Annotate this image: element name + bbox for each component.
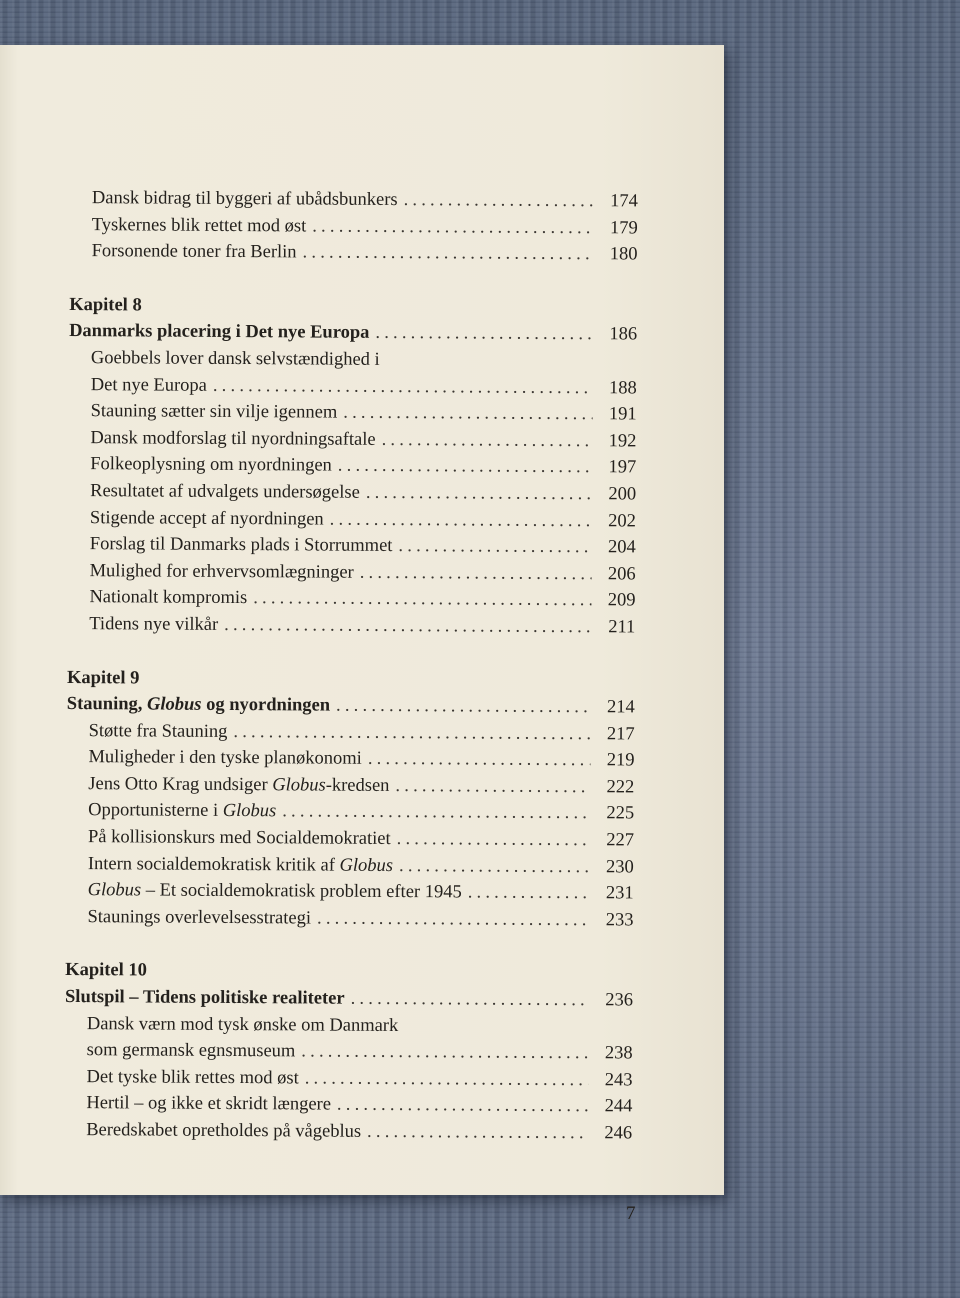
leader-dots (233, 719, 590, 748)
toc-entry-page: 217 (606, 723, 635, 745)
title-part: -kredsen (325, 775, 390, 796)
toc-entry (67, 584, 635, 614)
leader-dots (395, 773, 590, 801)
leader-dots (343, 400, 593, 428)
leader-dots (375, 320, 593, 348)
toc-entry (66, 744, 634, 774)
toc-entry-continuation: Det nye Europa (90, 374, 207, 396)
toc-entry-title (88, 851, 393, 879)
toc-entry-page: 197 (608, 457, 637, 478)
table-of-contents (64, 185, 638, 1147)
toc-entry (70, 212, 638, 242)
toc-entry-title: Stauning sætter sin vilje igennem (90, 401, 338, 423)
leader-dots (338, 453, 593, 481)
toc-entry-page: 174 (610, 191, 638, 212)
chapter-heading (65, 984, 633, 1014)
toc-entry (66, 797, 634, 827)
title-part: og nyordningen (201, 694, 331, 716)
leader-dots (317, 905, 590, 933)
toc-entry (64, 1090, 632, 1120)
toc-entry-page: 188 (608, 377, 637, 399)
toc-entry (68, 425, 636, 455)
title-part: – Et socialdemokratisk problem efter 1945 (141, 880, 462, 903)
toc-entry-page: 225 (606, 803, 635, 824)
page-number: 7 (626, 1203, 636, 1224)
toc-entry-title (88, 877, 462, 906)
title-italic-part: Globus (339, 855, 394, 876)
leader-dots (302, 240, 593, 268)
title-part: Stauning, (66, 694, 148, 715)
leader-dots (404, 187, 594, 215)
toc-entry-page: 191 (608, 404, 637, 425)
leader-dots (366, 480, 592, 508)
toc-entry (68, 451, 636, 481)
toc-entry-page: 233 (605, 910, 634, 931)
toc-entry-title: På kollisionskurs med Socialdemokratiet (87, 827, 391, 850)
toc-entry (69, 372, 637, 402)
toc-entry-page: 179 (609, 217, 638, 239)
toc-entry-title: Stigende accept af nyordningen (89, 507, 324, 530)
leader-dots (468, 880, 590, 907)
leader-dots (382, 427, 593, 455)
toc-entry (70, 185, 638, 215)
toc-entry (66, 771, 634, 801)
toc-entry-page: 244 (604, 1096, 633, 1117)
leader-dots (360, 559, 592, 587)
leader-dots (282, 799, 590, 827)
leader-dots (330, 506, 592, 534)
leader-dots (397, 826, 591, 854)
toc-entry-page: 192 (608, 431, 637, 452)
toc-entry-page: 209 (607, 590, 636, 611)
toc-entry-title: Resultatet af udvalgets undersøgelse (90, 481, 360, 503)
chapter-heading (67, 691, 635, 721)
title-italic-part: Globus (272, 775, 326, 796)
toc-entry-page: 219 (606, 750, 635, 771)
book-page (0, 45, 724, 1224)
toc-entry-title: Dansk modforslag til nyordningsaftale (90, 427, 376, 450)
title-italic-part: Globus (222, 801, 277, 822)
leader-dots (399, 853, 590, 881)
title-part: Intern socialdemokratisk kritik af (87, 853, 340, 876)
toc-entry-page: 230 (606, 856, 634, 878)
leader-dots (305, 1065, 589, 1093)
title-part: Opportunisterne i (88, 800, 223, 822)
chapter-label: Kapitel 9 (66, 667, 140, 688)
toc-entry (64, 1117, 632, 1147)
toc-entry-title: Staunings overlevelsesstrategi (87, 906, 312, 929)
toc-entry-title: Goebbels lover dansk selvstændighed i (90, 348, 380, 370)
toc-entry-title: Dansk værn mod tysk ønske om Danmark (86, 1013, 399, 1036)
toc-entry (68, 505, 636, 535)
chapter-heading-page: 236 (605, 990, 634, 1011)
toc-entry (68, 478, 636, 508)
toc-entry-page: 222 (606, 777, 635, 798)
leader-dots (336, 693, 591, 721)
toc-entry-title: Muligheder i den tyske planøkonomi (88, 747, 362, 770)
toc-entry-title: Hertil – og ikke et skridt længere (86, 1093, 332, 1116)
toc-entry-page: 227 (606, 830, 635, 851)
leader-dots (301, 1039, 589, 1067)
leader-dots (368, 746, 591, 774)
chapter-heading-page: 186 (609, 324, 638, 345)
toc-entry-title: Folkeoplysning om nyordningen (90, 454, 332, 476)
toc-entry (68, 558, 636, 588)
title-italic-part: Globus (146, 694, 202, 715)
chapter-label: Kapitel 8 (69, 294, 142, 316)
toc-entry-page: 206 (607, 564, 636, 585)
toc-entry-page: 211 (608, 617, 636, 638)
toc-entry-title: Mulighed for erhvervsomlægninger (89, 560, 354, 583)
toc-entry-title: Støtte fra Stauning (88, 720, 228, 742)
title-part: Jens Otto Krag undsiger (88, 773, 273, 796)
toc-entry-first-line (69, 345, 637, 375)
toc-entry-title: Forslag til Danmarks plads i Storrummet (89, 534, 393, 557)
chapter-heading-page: 214 (607, 697, 635, 718)
toc-entry-continuation: som germansk egnsmuseum (86, 1040, 296, 1062)
leader-dots (351, 986, 590, 1014)
chapter-heading (69, 318, 637, 348)
toc-entry-page: 204 (607, 537, 636, 558)
toc-entry-title (88, 798, 276, 826)
chapter-label: Kapitel 10 (65, 960, 147, 981)
chapter-heading-title (67, 691, 330, 719)
toc-entry-title: Forsonende toner fra Berlin (91, 241, 297, 263)
toc-entry-title: Tidens nye vilkår (89, 614, 219, 635)
leader-dots (367, 1119, 588, 1147)
toc-entry-page: 200 (608, 484, 637, 505)
toc-entry (66, 824, 634, 854)
chapter-heading-title: Slutspil – Tidens politiske realiteter (64, 987, 345, 1009)
toc-entry-title (88, 771, 389, 799)
toc-entry-title: Dansk bidrag til byggeri af ubådsbunkers (91, 188, 398, 211)
chapter-heading-title: Danmarks placering i Det nye Europa (69, 321, 370, 344)
toc-entry (64, 1064, 632, 1094)
leader-dots (253, 585, 591, 614)
toc-entry (67, 718, 635, 748)
toc-entry (68, 531, 636, 561)
leader-dots (224, 612, 591, 641)
toc-entry-page: 202 (608, 510, 637, 531)
toc-entry-title: Nationalt kompromis (89, 587, 248, 609)
leader-dots (312, 213, 594, 241)
leader-dots (337, 1092, 589, 1120)
toc-entry-title: Beredskabet opretholdes på vågeblus (86, 1120, 362, 1142)
toc-entry-page: 231 (605, 883, 634, 904)
toc-entry (66, 877, 634, 907)
toc-entry-page: 238 (604, 1043, 633, 1064)
toc-entry (70, 238, 638, 268)
leader-dots (398, 533, 592, 561)
toc-entry-page: 243 (604, 1070, 633, 1091)
toc-entry (65, 904, 633, 934)
toc-entry (69, 398, 637, 428)
toc-entry-page: 180 (609, 244, 638, 265)
toc-entry-title: Det tyske blik rettes mod øst (86, 1066, 299, 1089)
toc-entry-first-line (65, 1011, 633, 1041)
toc-entry-title: Tyskernes blik rettet mod øst (91, 214, 307, 237)
toc-entry (65, 1037, 633, 1067)
toc-entry (67, 611, 635, 641)
toc-entry-page: 246 (604, 1123, 633, 1144)
title-italic-part: Globus (87, 880, 142, 901)
toc-entry (66, 851, 634, 881)
leader-dots (213, 372, 593, 401)
